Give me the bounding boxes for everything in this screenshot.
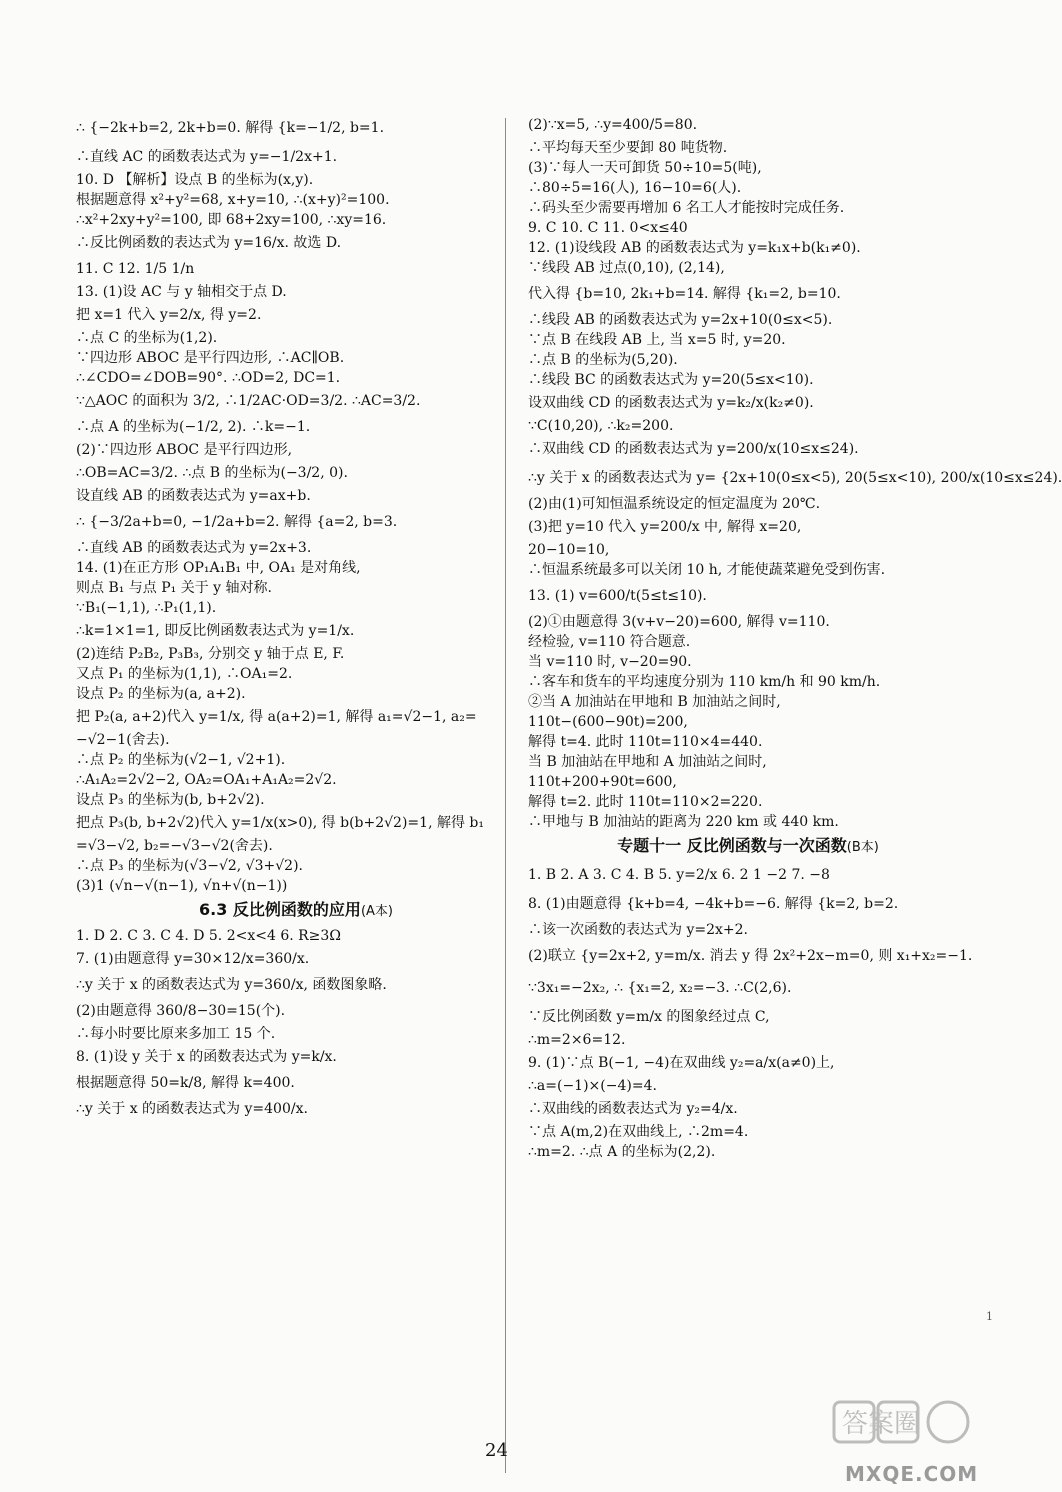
solution-line: ∴直线 AB 的函数表达式为 y=2x+3. bbox=[76, 540, 312, 556]
solution-line: ∴∠CDO=∠DOB=90°. ∴OD=2, DC=1. bbox=[76, 370, 341, 386]
right-solutions-block bbox=[528, 112, 1062, 832]
solution-line: ∵B₁(−1,1), ∴P₁(1,1). bbox=[76, 600, 217, 616]
solution-line: ∴每小时要比原来多加工 15 个. bbox=[76, 1026, 276, 1042]
section-tag: (A本) bbox=[360, 904, 393, 919]
solution-line: 则点 B₁ 与点 P₁ 关于 y 轴对称. bbox=[76, 580, 272, 596]
solution-line: ∴点 A 的坐标为(−1/2, 2). ∴k=−1. bbox=[76, 419, 311, 435]
watermark-logo-text: 答案圈 bbox=[842, 1409, 921, 1439]
solution-line: ∴甲地与 B 加油站的距离为 220 km 或 440 km. bbox=[528, 814, 839, 830]
solution-line: ∴反比例函数的表达式为 y=16/x. 故选 D. bbox=[76, 235, 342, 251]
solution-line: ∴m=2×6=12. bbox=[528, 1032, 626, 1048]
solution-line: 设直线 AB 的函数表达式为 y=ax+b. bbox=[76, 488, 311, 504]
right-column bbox=[528, 112, 1062, 1162]
solution-line: ∵点 A(m,2)在双曲线上, ∴2m=4. bbox=[528, 1124, 749, 1140]
solution-line: 根据题意得 x²+y²=68, x+y=10, ∴(x+y)²=100. bbox=[76, 192, 390, 208]
left-solutions-block-2 bbox=[76, 926, 516, 1122]
solution-line: (3)∵每人一天可卸货 50÷10=5(吨), bbox=[528, 160, 762, 176]
solution-line: ∴双曲线 CD 的函数表达式为 y=200/x(10≤x≤24). bbox=[528, 441, 859, 457]
solution-line: ∵点 B 在线段 AB 上, 当 x=5 时, y=20. bbox=[528, 332, 786, 348]
solution-line: 设点 P₂ 的坐标为(a, a+2). bbox=[76, 686, 246, 702]
solution-line: ∴点 P₃ 的坐标为(√3−√2, √3+√2). bbox=[76, 858, 303, 874]
solution-line: ∴y 关于 x 的函数表达式为 y=360/x, 函数图象略. bbox=[76, 977, 387, 993]
watermark-url: MXQE.COM bbox=[845, 1462, 979, 1486]
section-tag: (B本) bbox=[846, 840, 879, 855]
solution-line: 解得 t=4. 此时 110t=110×4=440. bbox=[528, 734, 763, 750]
solution-line: 9. (1)∵点 B(−1, −4)在双曲线 y₂=a/x(a≠0)上, bbox=[528, 1055, 835, 1071]
solution-line: ∴点 P₂ 的坐标为(√2−1, √2+1). bbox=[76, 752, 286, 768]
solution-line: (2)联立 {y=2x+2, y=m/x. 消去 y 得 2x²+2x−m=0, 则 x₁+x₂=−1. bbox=[528, 948, 973, 964]
solution-line: 1. B 2. A 3. C 4. B 5. y=2/x 6. 2 1 −2 7. −8 bbox=[528, 867, 830, 883]
solution-line: ∴客车和货车的平均速度分别为 110 km/h 和 90 km/h. bbox=[528, 674, 881, 690]
solution-line: 设点 P₃ 的坐标为(b, b+2√2). bbox=[76, 792, 265, 808]
solution-line: 14. (1)在正方形 OP₁A₁B₁ 中, OA₁ 是对角线, bbox=[76, 560, 361, 576]
solution-line: 13. (1)设 AC 与 y 轴相交于点 D. bbox=[76, 284, 287, 300]
solution-line: 当 v=110 时, v−20=90. bbox=[528, 654, 692, 670]
solution-line: 8. (1)由题意得 {k+b=4, −4k+b=−6. 解得 {k=2, b=2. bbox=[528, 896, 899, 912]
solution-line: ∴A₁A₂=2√2−2, OA₂=OA₁+A₁A₂=2√2. bbox=[76, 772, 337, 788]
solution-line: ∴平均每天至少要卸 80 吨货物. bbox=[528, 140, 728, 156]
solution-line: (3)1 (√n−√(n−1), √n+√(n−1)) bbox=[76, 878, 288, 894]
solution-line: 当 B 加油站在甲地和 A 加油站之间时, bbox=[528, 754, 767, 770]
solution-line: ∵反比例函数 y=m/x 的图象经过点 C, bbox=[528, 1009, 770, 1025]
solution-line: ∴恒温系统最多可以关闭 10 h, 才能使蔬菜避免受到伤害. bbox=[528, 562, 886, 578]
solution-line: ②当 A 加油站在甲地和 B 加油站之间时, bbox=[528, 694, 781, 710]
solution-line: 又点 P₁ 的坐标为(1,1), ∴OA₁=2. bbox=[76, 666, 293, 682]
section-title-text: 专题十一 反比例函数与一次函数 bbox=[617, 836, 847, 855]
solution-line: ∴该一次函数的表达式为 y=2x+2. bbox=[528, 922, 748, 938]
section-title-6-3 bbox=[76, 898, 516, 924]
solution-line: ∴双曲线的函数表达式为 y₂=4/x. bbox=[528, 1101, 738, 1117]
margin-mark: 1 bbox=[986, 1310, 993, 1323]
solution-line: 把 P₂(a, a+2)代入 y=1/x, 得 a(a+2)=1, 解得 a₁=√2−1, a₂= bbox=[76, 709, 477, 725]
solution-line: 9. C 10. C 11. 0<x≤40 bbox=[528, 220, 688, 236]
solution-line: ∴ {−3/2a+b=0, −1/2a+b=2. 解得 {a=2, b=3. bbox=[76, 514, 398, 530]
solution-line: ∵线段 AB 过点(0,10), (2,14), bbox=[528, 260, 725, 276]
solution-line: ∴点 C 的坐标为(1,2). bbox=[76, 330, 218, 346]
solution-line: ∴80÷5=16(人), 16−10=6(人). bbox=[528, 180, 742, 196]
solution-line: =√3−√2, b₂=−√3−√2(舍去). bbox=[76, 838, 273, 854]
section-title-topic-11 bbox=[528, 834, 968, 860]
solution-line: 8. (1)设 y 关于 x 的函数表达式为 y=k/x. bbox=[76, 1049, 337, 1065]
solution-line: ∴y 关于 x 的函数表达式为 y=400/x. bbox=[76, 1101, 308, 1117]
solution-line: ∵3x₁=−2x₂, ∴ {x₁=2, x₂=−3. ∴C(2,6). bbox=[528, 980, 792, 996]
solution-line: (2)∵x=5, ∴y=400/5=80. bbox=[528, 117, 698, 133]
solution-line: ∴y 关于 x 的函数表达式为 y= {2x+10(0≤x<5), 20(5≤x<10), 200/x(10≤x≤24). bbox=[528, 470, 1062, 486]
solution-line: ∴码头至少需要再增加 6 名工人才能按时完成任务. bbox=[528, 200, 845, 216]
left-column bbox=[76, 112, 516, 1122]
solution-line: −√2−1(舍去). bbox=[76, 732, 170, 748]
solution-line: ∴OB=AC=3/2. ∴点 B 的坐标为(−3/2, 0). bbox=[76, 465, 348, 481]
solution-line: (2)由题意得 360/8−30=15(个). bbox=[76, 1003, 286, 1019]
solution-line: 110t−(600−90t)=200, bbox=[528, 714, 688, 730]
solution-line: ∵△AOC 的面积为 3/2, ∴1/2AC·OD=3/2. ∴AC=3/2. bbox=[76, 393, 421, 409]
solution-line: 20−10=10, bbox=[528, 542, 610, 558]
solution-line: 13. (1) v=600/t(5≤t≤10). bbox=[528, 588, 707, 604]
page-number: 24 bbox=[485, 1440, 508, 1461]
solution-line: ∴x²+2xy+y²=100, 即 68+2xy=100, ∴xy=16. bbox=[76, 212, 387, 228]
solution-line: ∴直线 AC 的函数表达式为 y=−1/2x+1. bbox=[76, 149, 338, 165]
solution-line: 根据题意得 50=k/8, 解得 k=400. bbox=[76, 1075, 295, 1091]
right-solutions-block-2 bbox=[528, 862, 973, 1162]
solution-line: 12. (1)设线段 AB 的函数表达式为 y=k₁x+b(k₁≠0). bbox=[528, 240, 861, 256]
solution-line: ∴m=2. ∴点 A 的坐标为(2,2). bbox=[528, 1144, 716, 1160]
solution-line: 10. D 【解析】设点 B 的坐标为(x,y). bbox=[76, 172, 314, 188]
solution-line: 把点 P₃(b, b+2√2)代入 y=1/x(x>0), 得 b(b+2√2)=1, 解得 b₁ bbox=[76, 815, 484, 831]
left-solutions-block bbox=[76, 112, 516, 896]
solution-line: (2)①由题意得 3(v+v−20)=600, 解得 v=110. bbox=[528, 614, 830, 630]
solution-line: 解得 t=2. 此时 110t=110×2=220. bbox=[528, 794, 763, 810]
column-divider bbox=[505, 118, 506, 1473]
solution-line: 1. D 2. C 3. C 4. D 5. 2<x<4 6. R≥3Ω bbox=[76, 928, 341, 944]
solution-line: ∴线段 AB 的函数表达式为 y=2x+10(0≤x<5). bbox=[528, 312, 833, 328]
section-title-text: 6.3 反比例函数的应用 bbox=[199, 900, 361, 919]
solution-line: 11. C 12. 1/5 1/n bbox=[76, 261, 195, 277]
solution-line: 7. (1)由题意得 y=30×12/x=360/x. bbox=[76, 951, 310, 967]
solution-line: ∵C(10,20), ∴k₂=200. bbox=[528, 418, 674, 434]
solution-line: 代入得 {b=10, 2k₁+b=14. 解得 {k₁=2, b=10. bbox=[528, 286, 841, 302]
solution-line: (2)由(1)可知恒温系统设定的恒定温度为 20℃. bbox=[528, 496, 821, 512]
solution-line: (2)∵四边形 ABOC 是平行四边形, bbox=[76, 442, 293, 458]
solution-line: 经检验, v=110 符合题意. bbox=[528, 634, 691, 650]
solution-line: 把 x=1 代入 y=2/x, 得 y=2. bbox=[76, 307, 262, 323]
solution-line: (3)把 y=10 代入 y=200/x 中, 解得 x=20, bbox=[528, 519, 802, 535]
solution-line: ∴点 B 的坐标为(5,20). bbox=[528, 352, 678, 368]
solution-line: 110t+200+90t=600, bbox=[528, 774, 677, 790]
solution-line: ∴k=1×1=1, 即反比例函数表达式为 y=1/x. bbox=[76, 623, 355, 639]
solution-line: (2)连结 P₂B₂, P₃B₃, 分别交 y 轴于点 E, F. bbox=[76, 646, 345, 662]
solution-line: ∴ {−2k+b=2, 2k+b=0. 解得 {k=−1/2, b=1. bbox=[76, 120, 385, 136]
solution-line: 设双曲线 CD 的函数表达式为 y=k₂/x(k₂≠0). bbox=[528, 395, 814, 411]
solution-line: ∵四边形 ABOC 是平行四边形, ∴AC∥OB. bbox=[76, 350, 345, 366]
solution-line: ∴线段 BC 的函数表达式为 y=20(5≤x<10). bbox=[528, 372, 814, 388]
solution-line: ∴a=(−1)×(−4)=4. bbox=[528, 1078, 657, 1094]
